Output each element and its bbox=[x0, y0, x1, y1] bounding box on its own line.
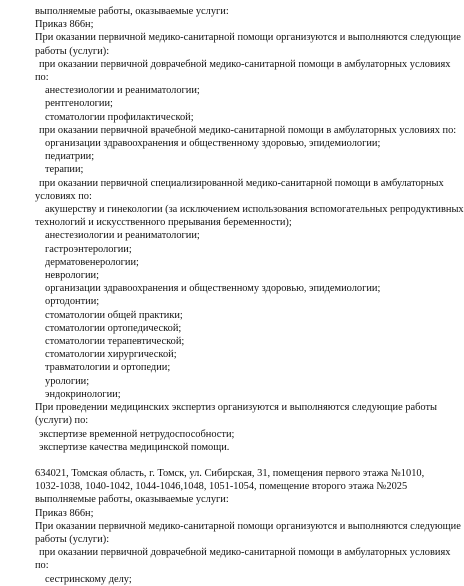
text-line: при оказании первичной врачебной медико-санитарной помощи в амбулаторных условиях по: bbox=[39, 124, 457, 136]
list-item: стоматологии профилактической; bbox=[45, 111, 194, 123]
text-line: работы (услуги): bbox=[35, 45, 110, 57]
list-item: стоматологии хирургической; bbox=[45, 349, 177, 361]
list-item: сестринскому делу; bbox=[45, 573, 132, 585]
list-item: неврологии; bbox=[45, 270, 99, 282]
list-item: акушерству и гинекологии (за исключением использования вспомогательных репродуктивных bbox=[45, 204, 464, 216]
address-line: 1032-1038, 1040-1042, 1044-1046,1048, 1051-1054, помещение второго этажа №2025 bbox=[35, 481, 408, 493]
text-line: выполняемые работы, оказываемые услуги: bbox=[35, 6, 229, 17]
text-line: при оказании первичной доврачебной медико-санитарной помощи в амбулаторных условиях bbox=[39, 58, 451, 70]
list-item: гастроэнтерологии; bbox=[45, 243, 132, 255]
list-item: дерматовенерологии; bbox=[45, 256, 139, 268]
list-item: анестезиологии и реаниматологии; bbox=[45, 85, 200, 97]
text-line: При оказании первичной медико-санитарной помощи организуются и выполняются следующие bbox=[35, 520, 461, 532]
list-item: урологии; bbox=[45, 375, 90, 387]
text-line: работы (услуги): bbox=[35, 533, 110, 545]
list-item: экспертизе качества медицинской помощи. bbox=[39, 441, 230, 453]
list-item: эндокринологии; bbox=[45, 388, 121, 400]
text-line: (услуги) по: bbox=[35, 415, 89, 427]
text-line: Приказ 866н; bbox=[35, 19, 94, 31]
list-item: организации здравоохранения и общественному здоровью, эпидемиологии; bbox=[45, 138, 381, 150]
list-item: экспертизе временной нетрудоспособности; bbox=[39, 428, 235, 440]
list-item: рентгенологии; bbox=[45, 98, 113, 110]
text-line: выполняемые работы, оказываемые услуги: bbox=[35, 494, 229, 506]
list-item: стоматологии ортопедической; bbox=[45, 322, 182, 334]
address-line: 634021, Томская область, г. Томск, ул. Сибирская, 31, помещения первого этажа №1010, bbox=[35, 467, 425, 479]
text-line: по: bbox=[35, 72, 49, 84]
text-line: при оказании первичной специализированной медико-санитарной помощи в амбулаторных bbox=[39, 177, 444, 189]
text-line: При оказании первичной медико-санитарной помощи организуются и выполняются следующие bbox=[35, 32, 461, 44]
text-line: по: bbox=[35, 560, 49, 572]
list-item: стоматологии терапевтической; bbox=[45, 336, 185, 348]
text-line: Приказ 866н; bbox=[35, 507, 94, 519]
text-line: технологий и искусственного прерывания беременности); bbox=[35, 217, 292, 229]
list-item: анестезиологии и реаниматологии; bbox=[45, 230, 200, 242]
list-item: травматологии и ортопедии; bbox=[45, 362, 171, 374]
text-line: условиях по: bbox=[35, 190, 92, 202]
list-item: терапии; bbox=[45, 164, 84, 176]
list-item: организации здравоохранения и общественному здоровью, эпидемиологии; bbox=[45, 283, 381, 295]
list-item: стоматологии общей практики; bbox=[45, 309, 183, 321]
paragraph-gap bbox=[35, 454, 418, 467]
text-line: При проведении медицинских экспертиз организуются и выполняются следующие работы bbox=[35, 402, 437, 414]
text-line: при оказании первичной доврачебной медико-санитарной помощи в амбулаторных условиях bbox=[39, 547, 451, 559]
list-item: ортодонтии; bbox=[45, 296, 100, 308]
list-item: педиатрии; bbox=[45, 151, 95, 163]
